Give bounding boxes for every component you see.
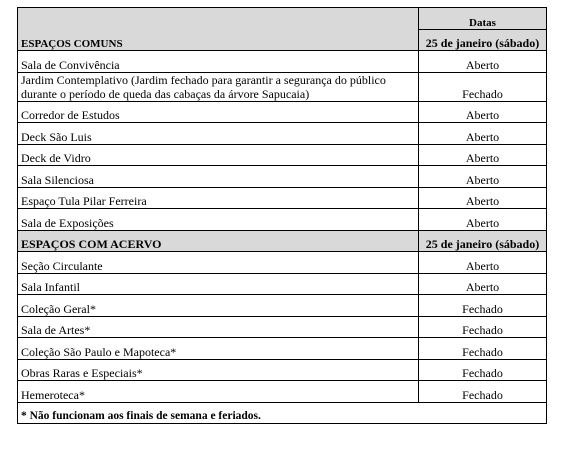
space-status: Fechado [419, 381, 547, 403]
space-name: Hemeroteca* [18, 381, 419, 403]
space-name: Deck São Luis [18, 123, 419, 145]
space-status: Aberto [419, 166, 547, 188]
table-row [18, 209, 547, 231]
table-row [18, 72, 547, 101]
space-status: Aberto [419, 101, 547, 123]
common-section-title: ESPAÇOS COMUNS [18, 8, 419, 51]
space-name: Espaço Tula Pilar Ferreira [18, 187, 419, 209]
space-status: Aberto [419, 51, 547, 73]
schedule-table [17, 7, 547, 424]
space-name: Deck de Vidro [18, 144, 419, 166]
footnote-row [18, 402, 547, 424]
collection-section-header [18, 230, 547, 252]
table-row [18, 144, 547, 166]
table-row [18, 381, 547, 403]
space-name: Corredor de Estudos [18, 101, 419, 123]
space-name: Sala Silenciosa [18, 166, 419, 188]
space-status: Aberto [419, 123, 547, 145]
table-row [18, 295, 547, 317]
table-row [18, 123, 547, 145]
table-row [18, 359, 547, 381]
space-name: Coleção São Paulo e Mapoteca* [18, 338, 419, 360]
table-row [18, 187, 547, 209]
space-status: Fechado [419, 72, 547, 101]
space-status: Fechado [419, 359, 547, 381]
space-status: Fechado [419, 316, 547, 338]
table-row [18, 316, 547, 338]
space-name: Seção Circulante [18, 252, 419, 274]
space-name: Jardim Contemplativo (Jardim fechado para garantir a segurança do público durante o período de queda das cabaças da árvore Sapucaia) [18, 72, 419, 101]
table-row [18, 51, 547, 73]
space-name: Sala de Artes* [18, 316, 419, 338]
collection-date-label: 25 de janeiro (sábado) [419, 230, 547, 252]
space-name: Sala de Exposições [18, 209, 419, 231]
table-row [18, 252, 547, 274]
space-status: Aberto [419, 144, 547, 166]
common-date-label: 25 de janeiro (sábado) [419, 29, 547, 51]
table-row [18, 273, 547, 295]
space-status: Aberto [419, 187, 547, 209]
space-status: Aberto [419, 209, 547, 231]
footnote: * Não funcionam aos finais de semana e feriados. [18, 402, 547, 424]
space-name: Coleção Geral* [18, 295, 419, 317]
space-name: Obras Raras e Especiais* [18, 359, 419, 381]
space-status: Aberto [419, 273, 547, 295]
header-row [18, 8, 547, 30]
table-row [18, 338, 547, 360]
space-status: Fechado [419, 338, 547, 360]
space-status: Aberto [419, 252, 547, 274]
table-row [18, 166, 547, 188]
table-row [18, 101, 547, 123]
space-name: Sala Infantil [18, 273, 419, 295]
space-name: Sala de Convivência [18, 51, 419, 73]
dates-header: Datas [419, 8, 547, 30]
collection-section-title: ESPAÇOS COM ACERVO [18, 230, 419, 252]
space-status: Fechado [419, 295, 547, 317]
